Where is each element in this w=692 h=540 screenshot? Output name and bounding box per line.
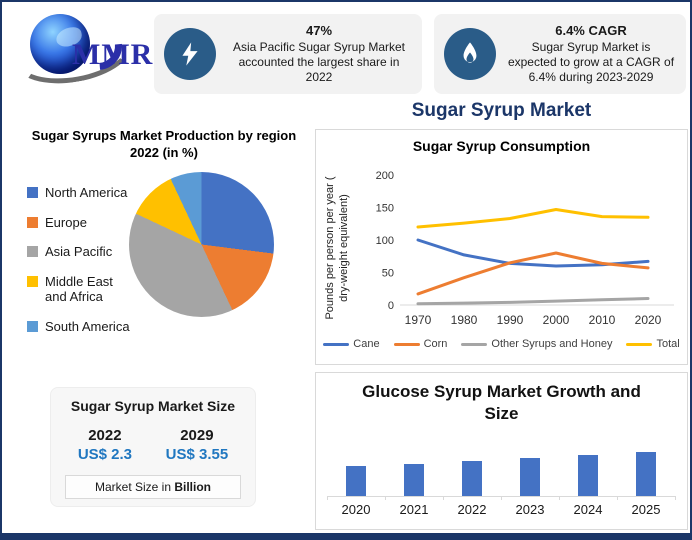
consumption-chart-box [315,129,688,365]
legend-label: North America [45,185,128,200]
line-legend-item [394,338,448,350]
mmr-logo [14,6,154,90]
series-line-cane [418,240,648,266]
market-size-year: 2029 [180,427,214,444]
legend-label: South America [45,318,130,334]
bar-2024 [578,455,598,496]
legend-line-sample-icon [626,343,652,346]
bar-axis-tick [675,496,676,500]
y-axis-label-line1: Pounds per person per year ( [324,176,336,320]
bar-2022 [462,461,482,496]
line-chart-title: Sugar Syrup Consumption [412,138,591,154]
bar-label: 2023 [515,502,545,517]
bar-label: 2022 [457,502,487,517]
legend-swatch-icon [27,321,38,332]
bar-axis-tick [327,496,328,500]
y-tick-label: 100 [375,235,394,247]
bar-2025 [636,452,656,496]
x-tick-label: 2010 [588,313,616,327]
legend-label: Middle East and Africa [45,273,113,305]
bar-2021 [404,464,424,496]
bottom-accent-bar [2,533,690,538]
y-tick-label: 50 [381,267,394,280]
bar-label: 2020 [341,502,371,517]
market-size-item [78,427,132,463]
y-tick-label: 150 [375,202,394,215]
x-tick-label: 1990 [496,313,524,327]
y-axis-label-line2: dry-weight equivalent) [337,194,350,302]
line-legend-item [626,338,679,350]
y-tick-label: 200 [375,170,394,182]
line-chart-legend [316,338,687,350]
market-size-note [65,475,241,499]
legend-label: Cane [353,338,380,350]
legend-swatch-icon [27,187,38,198]
x-tick-label: 2000 [542,313,570,327]
pie-legend-item [27,185,131,201]
legend-swatch-icon [27,217,38,228]
x-tick-label: 1970 [404,313,432,327]
page-title: Sugar Syrup Market [411,100,592,121]
pie-legend [27,185,131,335]
stat-body: Sugar Syrup Market is expected to grow at a CAGR of 6.4% during 2023-2029 [507,40,675,85]
pie-legend-item [27,215,131,231]
series-line-corn [418,253,648,294]
bar-axis-tick [617,496,618,500]
bar-axis-tick [501,496,502,500]
market-size-value: US$ 2.3 [77,446,133,463]
bar-axis-tick [385,496,386,500]
flame-icon [444,28,496,80]
lightning-icon [164,28,216,80]
bar-axis-tick [443,496,444,500]
stat-headline: 6.4% CAGR [555,22,627,38]
legend-label: Asia Pacific [45,244,113,260]
market-size-title: Sugar Syrup Market Size [70,398,236,414]
bar-label: 2021 [399,502,429,517]
stat-card-text [506,23,676,85]
market-size-values [51,427,255,463]
legend-label: Corn [423,338,448,350]
x-tick-label: 2020 [634,313,662,327]
market-size-value: US$ 3.55 [165,446,229,463]
bar-label: 2024 [573,502,603,517]
x-tick-label: 1980 [450,313,478,327]
bar-label: 2025 [631,502,661,517]
legend-line-sample-icon [461,343,487,346]
production-pie-chart [129,172,274,317]
glucose-chart-box [315,372,688,530]
legend-line-sample-icon [323,343,349,346]
stat-card-cagr [434,14,686,94]
logo-text: MMR [72,38,154,71]
legend-line-sample-icon [394,343,420,346]
stat-card-market-share [154,14,422,94]
line-legend-item [323,338,379,350]
series-line-other-syrups-and-honey [418,299,648,304]
legend-swatch-icon [27,276,38,287]
bar-axis-tick [559,496,560,500]
stat-card-text [226,23,412,85]
bar-2020 [346,466,366,496]
bar-2023 [520,458,540,496]
legend-label: Other Syrups and Honey [491,338,613,350]
stat-headline: 47% [305,22,333,38]
pie-legend-item [27,274,131,305]
market-size-item [166,427,229,463]
pie-legend-item [27,319,131,335]
series-line-total [418,210,648,228]
y-tick-label: 0 [387,300,394,312]
note-prefix: Market Size in [94,480,175,494]
line-legend-item [461,338,612,350]
consumption-line-chart [316,156,687,336]
bar-chart-title: Glucose Syrup Market Growth and Size [362,382,641,424]
pie-chart-title: Sugar Syrups Market Production by region 2022 (in %) [31,128,297,160]
market-size-year: 2022 [88,427,122,444]
stat-body: Asia Pacific Sugar Syrup Market accounted the largest share in 2022 [232,40,406,85]
market-size-box [50,387,256,507]
note-unit: Billion [174,480,212,494]
legend-label: Total [656,338,680,350]
pie-legend-item [27,244,131,260]
legend-swatch-icon [27,246,38,257]
legend-label: Europe [45,214,87,230]
